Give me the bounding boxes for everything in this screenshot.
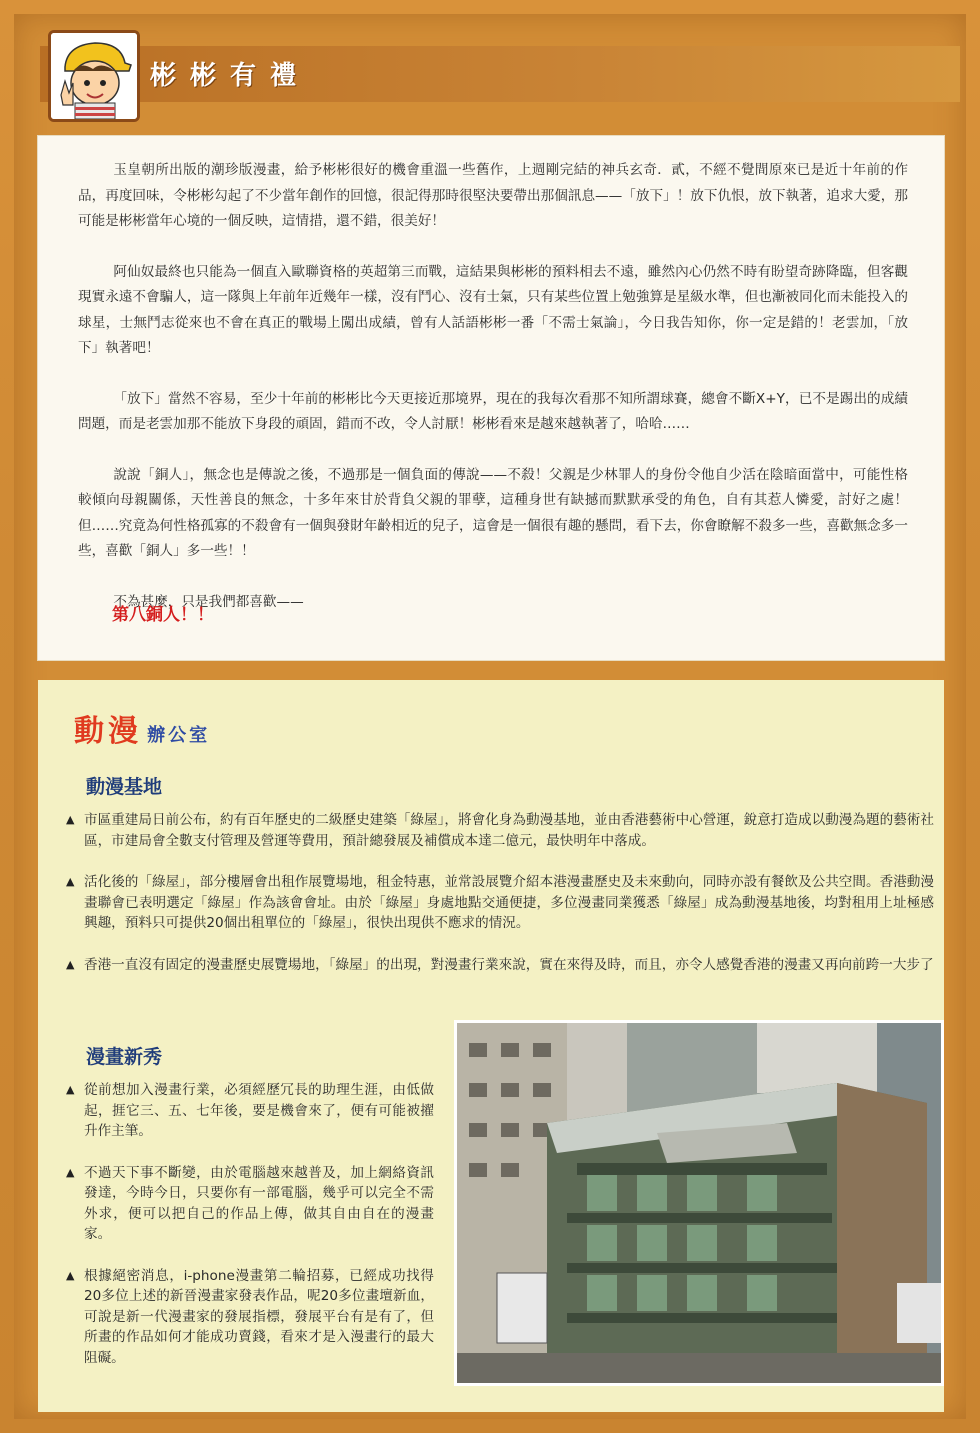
letter-signoff: 第八銅人！！ <box>112 605 214 625</box>
list-item: ▲ 市區重建局日前公布，約有百年歷史的二級歷史建築「綠屋」，將會化身為動漫基地，並由香港藝術中心營運，銳意打造成以動漫為題的藝術社區，市建局會全數支付管理及營運等費用，預計總發展及補償成本達二億元，最快明年中落成。 <box>66 812 934 849</box>
list-item: ▲ 根據絕密消息，i-phone漫畫第二輪招募，已經成功找得20多位上述的新晉漫畫家發表作品，呢20多位畫壇新血，可說是新一代漫畫家的發展指標，發展平台有是有了，但所畫的作品如何才能成功賣錢，看來才是入漫畫行的最大阻礙。 <box>66 1267 434 1366</box>
list-item: ▲ 不過天下事不斷變，由於電腦越來越普及，加上網絡資訊發達，今時今日，只要你有一部電腦，幾乎可以完全不需外求，便可以把自己的作品上傳，做其自由自在的漫畫家。 <box>66 1164 434 1242</box>
letter-paragraph: 玉皇朝所出版的潮珍版漫畫，給予彬彬很好的機會重溫一些舊作，上週剛完結的神兵玄奇．貳，不經不覺間原來已是近十年前的作品，再度回味，令彬彬勾起了不少當年創作的回憶，很記得那時很堅決要帶出那個訊息——「放下」！放下仇恨，放下執著，追求大愛，那可能是彬彬當年心境的一個反映，這情措，還不錯，很美好！ <box>78 162 908 229</box>
avatar <box>48 30 140 122</box>
logo-main-text: 動漫 <box>74 714 142 749</box>
building-photo-illustration <box>457 1023 941 1383</box>
column-title: 彬彬有禮 <box>150 61 311 91</box>
green-house-photo <box>454 1020 944 1386</box>
triangle-bullet-icon: ▲ <box>66 1165 75 1179</box>
logo-sub-text: 辦公室 <box>147 725 211 746</box>
triangle-bullet-icon: ▲ <box>66 875 75 888</box>
new-artists-list <box>66 1080 434 1389</box>
letter-paragraph: 阿仙奴最終也只能為一個直入歐聯資格的英超第三而戰，這結果與彬彬的預料相去不遠，雖然內心仍然不時有盼望奇跡降臨，但客觀現實永遠不會騙人，這一隊與上年前年近幾年一樣，沒有鬥心、沒有士氣，只有某些位置上勉強算是星級水準，但也漸被同化而未能投入的球星，士無鬥志從來也不會在真正的戰場上闖出成績，曾有人話語彬彬一番「不需士氣論」，今日我告知你，你一定是錯的！老雲加，「放下」執著吧！ <box>78 263 908 356</box>
cartoon-boy-icon <box>51 33 137 119</box>
triangle-bullet-icon: ▲ <box>66 1268 75 1282</box>
letter-paragraph: 「放下」當然不容易，至少十年前的彬彬比今天更接近那境界，現在的我每次看那不知所謂球賽，總會不斷X+Y，已不是踢出的成績問題，而是老雲加那不能放下身段的頑固，錯而不改，令人討厭！彬彬看來是越來越執著了，哈哈…… <box>78 390 908 432</box>
section-title-anime-base: 動漫基地 <box>86 776 163 798</box>
list-item: ▲ 活化後的「綠屋」，部分樓層會出租作展覽場地，租金特惠，並常設展覽介紹本港漫畫歷史及未來動向，同時亦設有餐飲及公共空間。香港動漫畫聯會已表明選定「綠屋」作為該會會址。由於「綠屋」身處地點交通便捷，多位漫畫同業獲悉「綠屋」成為動漫基地後，均對租用上址極感興趣，預料只可提供20個出租單位的「綠屋」，很快出現供不應求的情況。 <box>66 874 934 931</box>
triangle-bullet-icon: ▲ <box>66 813 75 826</box>
letter-paragraph: 不為甚麼，只是我們都喜歡—— <box>113 593 304 610</box>
letter-paragraph: 說說「銅人」，無念也是傳說之後，不過那是一個負面的傳說——不殺！父親是少林罪人的身份令他自少活在陰暗面當中，可能性格較傾向母親關係，天性善良的無念，十多年來甘於背負父親的罪孽，這種身世有缺撼而默默承受的角色，自有其惹人憐愛，討好之處！但……究竟為何性格孤寡的不殺會有一個與發財年齡相近的兒子，這會是一個很有趣的懸問，看下去，你會瞭解不殺多一些，喜歡無念多一些，喜歡「銅人」多一些！！ <box>78 466 908 559</box>
triangle-bullet-icon: ▲ <box>66 1083 75 1096</box>
section-title-new-artists: 漫畫新秀 <box>86 1046 163 1068</box>
anime-base-list <box>66 810 934 996</box>
list-item: ▲ 從前想加入漫畫行業，必須經歷冗長的助理生涯，由低做起，捱它三、五、七年後，要是機會來了，便有可能被擢升作主筆。 <box>66 1082 434 1139</box>
letter-panel <box>38 136 944 660</box>
triangle-bullet-icon: ▲ <box>66 957 75 971</box>
section-logo <box>74 706 211 749</box>
list-item: ▲ 香港一直沒有固定的漫畫歷史展覽場地，「綠屋」的出現，對漫畫行業來說，實在來得及時，而且，亦令人感覺香港的漫畫又再向前跨一大步了 <box>66 955 934 976</box>
letter-body <box>78 158 908 633</box>
